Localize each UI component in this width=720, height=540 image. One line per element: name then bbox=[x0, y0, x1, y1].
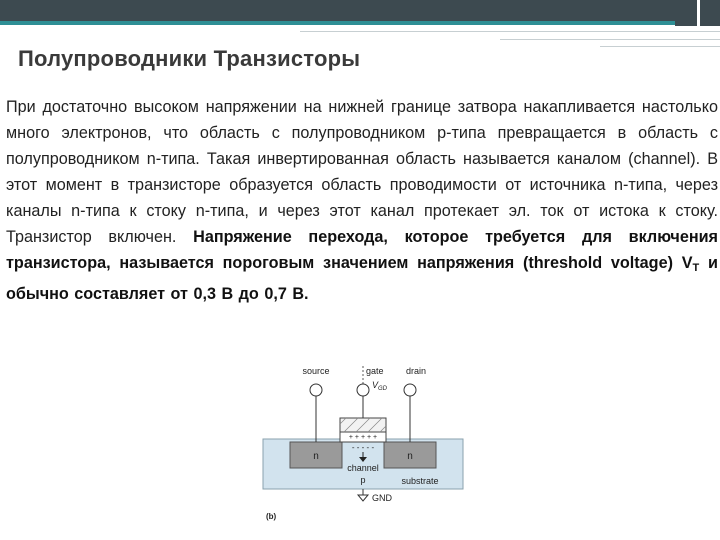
header-band bbox=[0, 0, 720, 26]
figure-label: (b) bbox=[266, 512, 277, 521]
drain-terminal-icon bbox=[404, 384, 416, 396]
header-band-accent bbox=[0, 21, 675, 25]
gate-plus-charges: + + + + + bbox=[348, 434, 378, 441]
body-paragraph bbox=[6, 94, 718, 307]
header-band-dark bbox=[0, 0, 675, 21]
ground-icon bbox=[358, 495, 368, 501]
channel-minus-charges: - - - - - bbox=[351, 443, 375, 452]
paragraph-bold-part-1: Напряжение перехода, которое требуется для включения транзистора, называется пороговым значением напряжения (threshold voltage) V bbox=[6, 228, 718, 272]
drain-label: drain bbox=[405, 366, 427, 376]
threshold-voltage-subscript: T bbox=[692, 262, 700, 274]
slide-title: Полупроводники Транзисторы bbox=[18, 46, 361, 71]
p-region-label: p bbox=[360, 475, 366, 485]
substrate-label: substrate bbox=[401, 476, 439, 486]
transistor-diagram bbox=[258, 362, 468, 530]
gate-terminal-icon bbox=[357, 384, 369, 396]
paragraph-bold-part-2: и обычно составляет от 0,3 В до 0,7 В. bbox=[6, 254, 718, 303]
decorative-lines bbox=[300, 31, 720, 51]
gate-label: gate bbox=[366, 366, 384, 376]
ground-label: GND bbox=[372, 493, 392, 503]
source-label: source bbox=[302, 366, 330, 376]
gate-voltage-label: $V_{GD}$ bbox=[372, 380, 388, 392]
n-left-label: n bbox=[313, 451, 319, 462]
header-band-divider bbox=[697, 0, 700, 26]
channel-label: channel bbox=[347, 463, 379, 473]
n-right-label: n bbox=[407, 451, 413, 462]
source-terminal-icon bbox=[310, 384, 322, 396]
paragraph-normal-text: При достаточно высоком напряжении на нижней границе затвора накапливается настолько много электронов, что область с полупроводником р-типа превращается в область с полупроводником n-типа. Такая инвертированная область называется каналом (channel). В этот момент в транзисторе образуется область проводимости от источника n-типа, через каналы n-типа к стоку n-типа, и через этот канал протекает эл. ток от истока к стоку. Транзистор включен. bbox=[6, 98, 718, 246]
